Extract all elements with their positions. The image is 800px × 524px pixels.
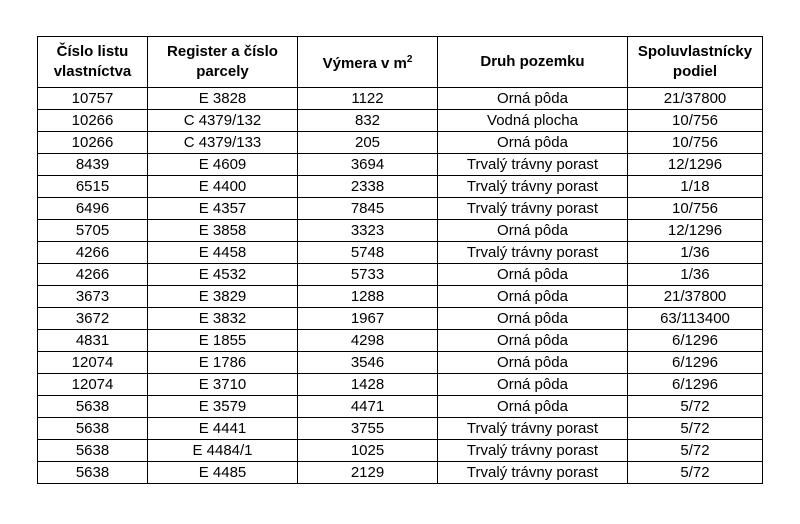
parcel-number-cell: E 1786 — [148, 352, 298, 374]
parcel-number-cell: E 1855 — [148, 330, 298, 352]
land-type-cell: Vodná plocha — [438, 110, 628, 132]
land-type-cell: Orná pôda — [438, 330, 628, 352]
header-area-superscript: 2 — [406, 54, 413, 65]
land-type-cell: Orná pôda — [438, 220, 628, 242]
share-cell: 10/756 — [628, 198, 763, 220]
ownership-number-cell: 3673 — [38, 286, 148, 308]
area-cell: 3546 — [298, 352, 438, 374]
area-cell: 1288 — [298, 286, 438, 308]
parcel-number-cell: E 4441 — [148, 418, 298, 440]
share-cell: 6/1296 — [628, 330, 763, 352]
header-ownership-number — [38, 37, 148, 88]
parcel-number-cell: E 4609 — [148, 154, 298, 176]
header-area — [298, 37, 438, 88]
header-row — [38, 37, 763, 88]
land-type-cell: Orná pôda — [438, 308, 628, 330]
parcel-number-cell: E 3828 — [148, 88, 298, 110]
ownership-number-cell: 4266 — [38, 242, 148, 264]
table-row — [38, 220, 763, 242]
header-land-type — [438, 37, 628, 88]
header-parcel-register-line1: Register a číslo — [167, 43, 278, 60]
ownership-number-cell: 4831 — [38, 330, 148, 352]
share-cell: 21/37800 — [628, 286, 763, 308]
table-row — [38, 418, 763, 440]
land-type-cell: Orná pôda — [438, 88, 628, 110]
header-ownership-number-line1: Číslo listu — [56, 43, 129, 60]
ownership-number-cell: 4266 — [38, 264, 148, 286]
table-row — [38, 154, 763, 176]
parcel-number-cell: E 3579 — [148, 396, 298, 418]
parcel-number-cell: E 4484/1 — [148, 440, 298, 462]
ownership-number-cell: 10266 — [38, 132, 148, 154]
land-type-cell: Orná pôda — [438, 264, 628, 286]
land-type-cell: Trvalý trávny porast — [438, 440, 628, 462]
table-row — [38, 110, 763, 132]
ownership-number-cell: 8439 — [38, 154, 148, 176]
ownership-number-cell: 5638 — [38, 440, 148, 462]
area-cell: 1428 — [298, 374, 438, 396]
land-type-cell: Trvalý trávny porast — [438, 242, 628, 264]
share-cell: 1/36 — [628, 264, 763, 286]
area-cell: 832 — [298, 110, 438, 132]
share-cell: 12/1296 — [628, 220, 763, 242]
share-cell: 10/756 — [628, 132, 763, 154]
area-cell: 4298 — [298, 330, 438, 352]
land-type-cell: Orná pôda — [438, 132, 628, 154]
ownership-number-cell: 3672 — [38, 308, 148, 330]
area-cell: 2338 — [298, 176, 438, 198]
table-body — [38, 88, 763, 484]
header-co-ownership-share-line1: Spoluvlastnícky — [637, 43, 753, 60]
parcel-number-cell: E 3832 — [148, 308, 298, 330]
area-cell: 1025 — [298, 440, 438, 462]
parcel-number-cell: E 3710 — [148, 374, 298, 396]
header-parcel-register-line2: parcely — [196, 63, 249, 80]
header-co-ownership-share-line2: podiel — [672, 63, 718, 80]
area-cell: 1967 — [298, 308, 438, 330]
area-cell: 3755 — [298, 418, 438, 440]
table-row — [38, 286, 763, 308]
parcel-number-cell: E 4458 — [148, 242, 298, 264]
ownership-table — [37, 36, 763, 484]
land-type-cell: Orná pôda — [438, 286, 628, 308]
share-cell: 1/18 — [628, 176, 763, 198]
area-cell: 5748 — [298, 242, 438, 264]
share-cell: 6/1296 — [628, 352, 763, 374]
ownership-number-cell: 5638 — [38, 418, 148, 440]
parcel-number-cell: E 4532 — [148, 264, 298, 286]
table-row — [38, 308, 763, 330]
header-area-text: Výmera v m — [322, 55, 407, 72]
parcel-number-cell: C 4379/132 — [148, 110, 298, 132]
table-row — [38, 198, 763, 220]
table-row — [38, 462, 763, 484]
area-cell: 205 — [298, 132, 438, 154]
ownership-number-cell: 5705 — [38, 220, 148, 242]
area-cell: 4471 — [298, 396, 438, 418]
ownership-number-cell: 6496 — [38, 198, 148, 220]
header-ownership-number-line2: vlastníctva — [53, 63, 132, 80]
header-land-type-text: Druh pozemku — [480, 53, 585, 70]
parcel-number-cell: E 3858 — [148, 220, 298, 242]
share-cell: 12/1296 — [628, 154, 763, 176]
land-type-cell: Orná pôda — [438, 374, 628, 396]
parcel-number-cell: E 4357 — [148, 198, 298, 220]
area-cell: 7845 — [298, 198, 438, 220]
share-cell: 6/1296 — [628, 374, 763, 396]
ownership-number-cell: 10266 — [38, 110, 148, 132]
table-row — [38, 352, 763, 374]
table-row — [38, 88, 763, 110]
ownership-number-cell: 12074 — [38, 352, 148, 374]
ownership-number-cell: 6515 — [38, 176, 148, 198]
area-cell: 5733 — [298, 264, 438, 286]
table-row — [38, 374, 763, 396]
share-cell: 21/37800 — [628, 88, 763, 110]
area-cell: 3694 — [298, 154, 438, 176]
ownership-number-cell: 5638 — [38, 462, 148, 484]
land-type-cell: Trvalý trávny porast — [438, 418, 628, 440]
land-type-cell: Trvalý trávny porast — [438, 154, 628, 176]
share-cell: 5/72 — [628, 396, 763, 418]
table-row — [38, 330, 763, 352]
share-cell: 5/72 — [628, 462, 763, 484]
area-cell: 1122 — [298, 88, 438, 110]
table-row — [38, 396, 763, 418]
table-row — [38, 440, 763, 462]
parcel-number-cell: E 4485 — [148, 462, 298, 484]
ownership-table-container — [37, 36, 762, 484]
area-cell: 3323 — [298, 220, 438, 242]
land-type-cell: Trvalý trávny porast — [438, 462, 628, 484]
share-cell: 10/756 — [628, 110, 763, 132]
ownership-number-cell: 12074 — [38, 374, 148, 396]
table-row — [38, 176, 763, 198]
header-co-ownership-share — [628, 37, 763, 88]
parcel-number-cell: E 4400 — [148, 176, 298, 198]
land-type-cell: Trvalý trávny porast — [438, 176, 628, 198]
land-type-cell: Orná pôda — [438, 352, 628, 374]
share-cell: 63/113400 — [628, 308, 763, 330]
parcel-number-cell: E 3829 — [148, 286, 298, 308]
land-type-cell: Trvalý trávny porast — [438, 198, 628, 220]
ownership-number-cell: 5638 — [38, 396, 148, 418]
header-parcel-register — [148, 37, 298, 88]
share-cell: 5/72 — [628, 440, 763, 462]
area-cell: 2129 — [298, 462, 438, 484]
land-type-cell: Orná pôda — [438, 396, 628, 418]
table-row — [38, 264, 763, 286]
parcel-number-cell: C 4379/133 — [148, 132, 298, 154]
ownership-number-cell: 10757 — [38, 88, 148, 110]
share-cell: 1/36 — [628, 242, 763, 264]
share-cell: 5/72 — [628, 418, 763, 440]
table-row — [38, 242, 763, 264]
table-row — [38, 132, 763, 154]
